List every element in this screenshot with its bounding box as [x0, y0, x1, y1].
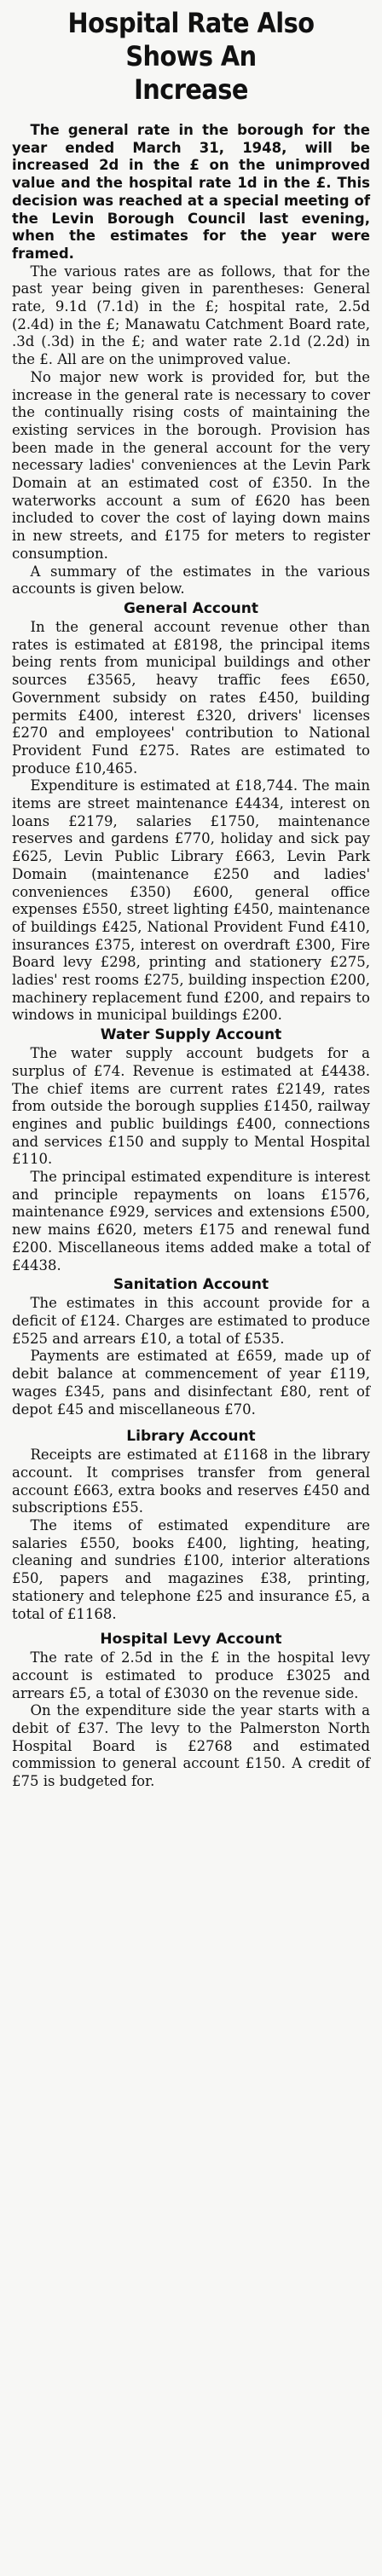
summary-intro-paragraph: A summary of the estimates in the various accounts is given below.: [12, 563, 370, 598]
library-account-heading: Library Account: [126, 1428, 256, 1446]
sanitation-payments: Payments are estimated at £659, made up of debit balance at commencement of year £119, wages £345, pans and disinfectant £80, rent of depot £45 and miscellaneous £70.: [12, 1348, 370, 1418]
water-supply-account-heading: Water Supply Account: [100, 1026, 282, 1044]
rates-paragraph: The various rates are as follows, that for the past year being given in parentheses: General rate, 9.1d (7.1d) in the £; hospital rate, 2.5d (2.4d) in the £; Manawatu Catchment Board rate, .3d (.3d) in the £; and water rate 2.1d (2.2d) in the £. All are on the unimproved value.: [12, 263, 370, 368]
provision-paragraph: No major new work is provided for, but the increase in the general rate is necessary to cover the continually rising costs of maintaining the existing services in the borough. Provision has been made in the general account for the very necessary ladies' conveniences at the Levin Park Domain at an estimated cost of £350. In the waterworks account a sum of £620 has been included to cover the cost of laying down mains in new streets, and £175 for meters to register consumption.: [12, 368, 370, 562]
hospital-levy-expenditure: On the expenditure side the year starts with a debit of £37. The levy to the Palmerston North Hospital Board is £2768 and estimated commission to general account £150. A credit of £75 is budgeted for.: [12, 1702, 370, 1790]
library-receipts: Receipts are estimated at £1168 in the library account. It comprises transfer from general account £663, extra books and reserves £450 and subscriptions £55.: [12, 1447, 370, 1516]
headline-line-2: Increase: [134, 73, 248, 106]
general-account-expenditure: Expenditure is estimated at £18,744. The main items are street maintenance £4434, interest on loans £2179, salaries £1750, maintenance reserves and gardens £770, holiday and sick pay £625, Levin Public Library £663, Levin Park Domain (maintenance £250 and ladies' conveniences £350) £600, general office expenses £550, street lighting £450, maintenance of buildings £425, National Provident Fund £410, insurances £375, interest on overdraft £300, Fire Board levy £298, printing and stationery £275, ladies' rest rooms £275, building inspection £200, machinery replacement fund £200, and repairs to windows in municipal buildings £200.: [12, 777, 370, 1024]
sanitation-charges: The estimates in this account provide for a deficit of £124. Charges are estimated to produce £525 and arrears £10, a total of £535.: [12, 1295, 370, 1347]
water-supply-revenue: The water supply account budgets for a surplus of £74. Revenue is estimated at £4438. The chief items are current rates £2149, rates from outside the borough supplies £1450, railway engines and public buildings £400, connections and services £150 and supply to Mental Hospital £110.: [12, 1045, 370, 1168]
library-expenditure: The items of estimated expenditure are salaries £550, books £400, lighting, heating, cleaning and sundries £100, interior alterations £50, papers and magazines £38, printing, stationery and telephone £25 and insurance £5, a total of £1168.: [12, 1517, 370, 1622]
headline: [30, 7, 352, 107]
water-supply-expenditure: The principal estimated expenditure is interest and principle repayments on loans £1576, maintenance £929, services and extensions £500, new mains £620, meters £175 and renewal fund £200. Miscellaneous items added make a total of £4438.: [12, 1169, 370, 1274]
hospital-levy-revenue: The rate of 2.5d in the £ in the hospital levy account is estimated to produce £3025 and arrears £5, a total of £3030 on the revenue side.: [12, 1649, 370, 1701]
sanitation-account-heading: Sanitation Account: [113, 1276, 269, 1294]
headline-line-1: Hospital Rate Also Shows An: [67, 7, 315, 72]
general-account-revenue: In the general account revenue other than rates is estimated at £8198, the principal items being rents from municipal buildings and other sources £3565, heavy traffic fees £650, Government subsidy on rates £450, building permits £400, interest £320, drivers' licenses £270 and employees' contribution to National Provident Fund £275. Rates are estimated to produce £10,465.: [12, 618, 370, 777]
hospital-levy-account-heading: Hospital Levy Account: [100, 1631, 282, 1649]
lead-paragraph: The general rate in the borough for the year ended March 31, 1948, will be increased 2d in the £ on the unimproved value and the hospital rate 1d in the £. This decision was reached at a special meeting of the Levin Borough Council last evening, when the estimates for the year were framed.: [12, 122, 370, 262]
general-account-heading: General Account: [123, 599, 259, 617]
